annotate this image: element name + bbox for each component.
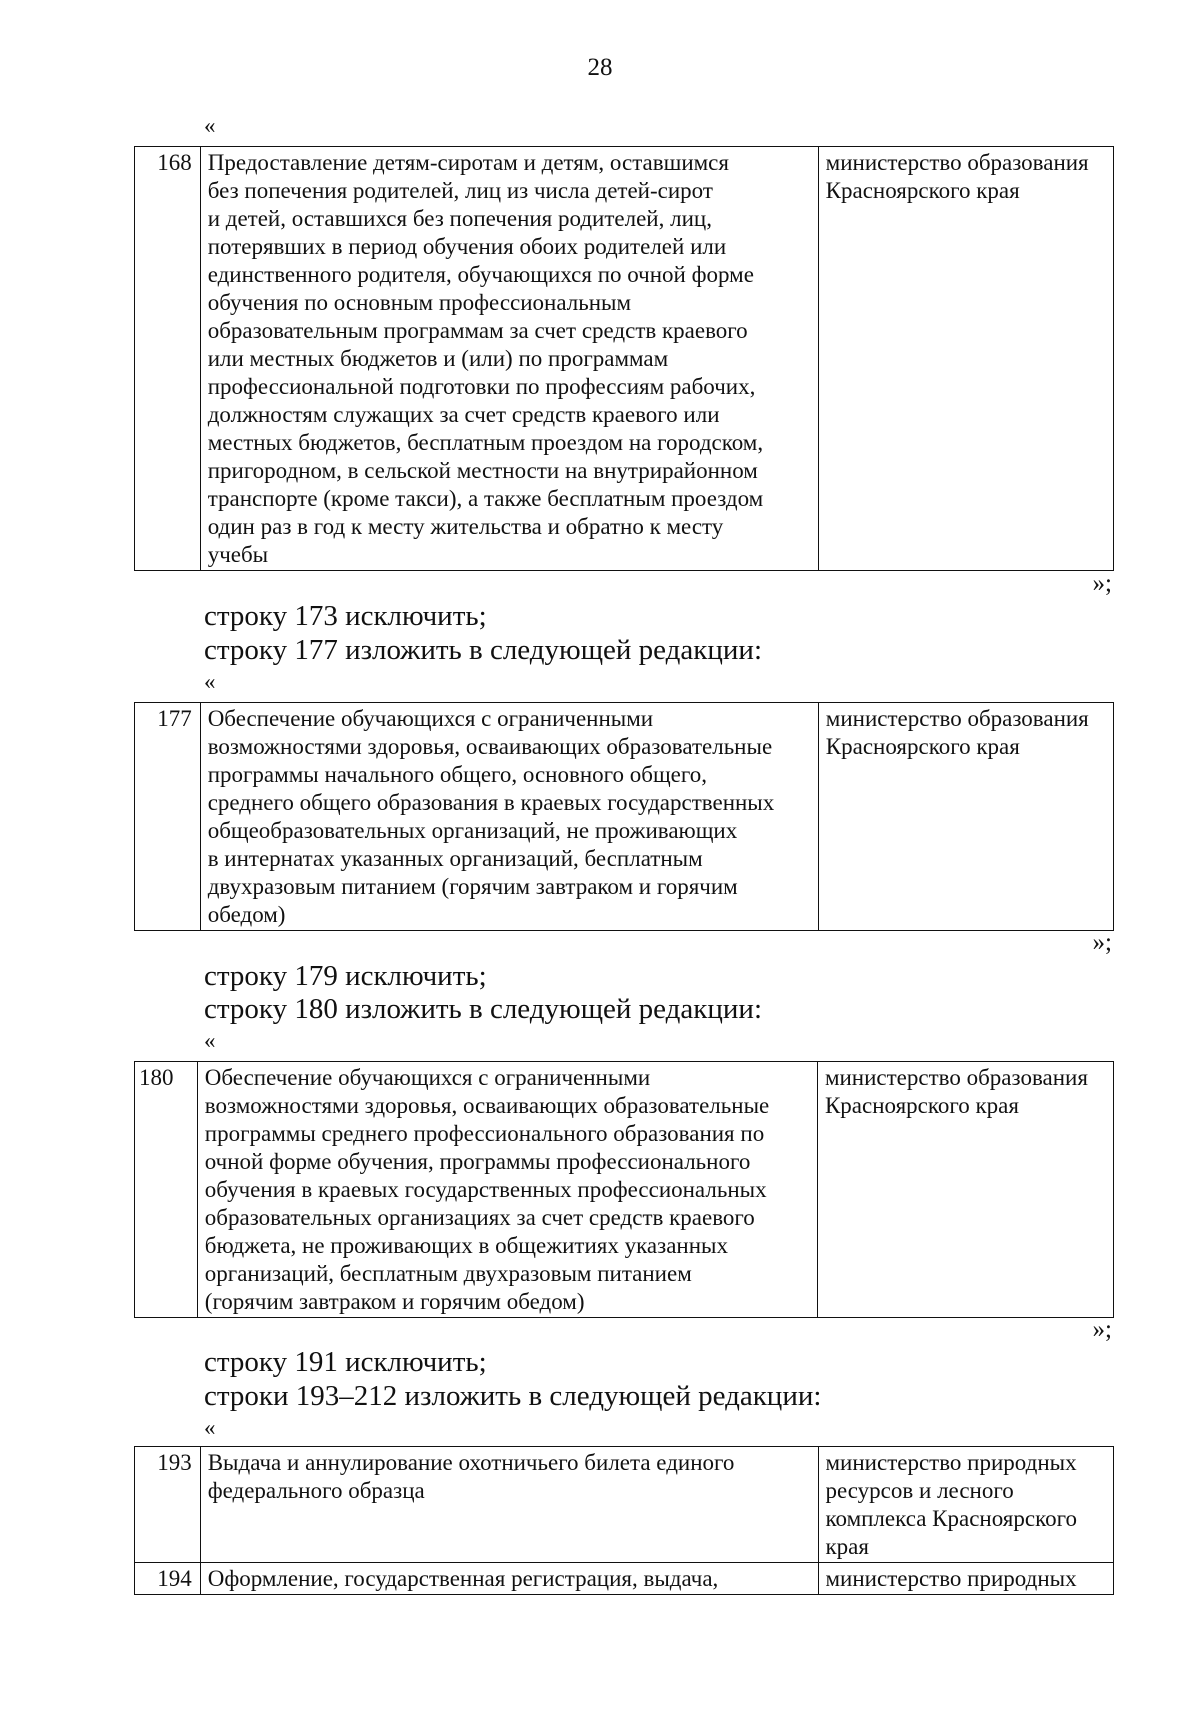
table-row-193 (135, 1447, 1114, 1563)
opening-quote: « (204, 1415, 216, 1440)
row-number: 180 (135, 1062, 198, 1318)
row-description: Предоставление детям-сиротам и детям, оставшимся без попечения родителей, лиц из числа детей-сирот и детей, оставшихся без попечения родителей, лиц, потерявших в период обучения обоих родителей или единственного родителя, обучающихся по очной форме обучения по основным профессиональным образовательным программам за счет средств краевого или местных бюджетов и (или) по программам профессиональной подготовки по профессиям рабочих, должностям служащих за счет средств краевого или местных бюджетов, бесплатным проездом на городском, пригородном, в сельской местности на внутрирайонном транспорте (кроме такси), а также бесплатным проездом один раз в год к месту жительства и обратно к месту учебы (200, 147, 818, 571)
table-row-180 (134, 1061, 1114, 1318)
row-number: 194 (135, 1563, 201, 1595)
row-number: 168 (135, 147, 201, 571)
row-description: Обеспечение обучающихся с ограниченными возможностями здоровья, осваивающих образовательные программы начального общего, основного общего, среднего общего образования в краевых государственных общеобразовательных организаций, не проживающих в интернатах указанных организаций, бесплатным двухразовым питанием (горячим завтраком и горячим обедом) (200, 703, 818, 931)
instruction-exclude-173: строку 173 исключить; (204, 600, 487, 632)
row-number: 177 (135, 703, 201, 931)
row-organization: министерство образования Красноярского края (818, 147, 1113, 571)
table-row-177 (134, 702, 1114, 931)
row-description: Выдача и аннулирование охотничьего билета единого федерального образца (200, 1447, 818, 1563)
instruction-exclude-191: строку 191 исключить; (204, 1346, 487, 1378)
opening-quote: « (204, 669, 216, 694)
table-row-194 (135, 1563, 1114, 1595)
instruction-edit-177: строку 177 изложить в следующей редакции: (204, 634, 762, 666)
table-row-168 (134, 146, 1114, 571)
opening-quote: « (204, 113, 216, 138)
closing-quote: »; (1092, 929, 1112, 956)
closing-quote: »; (1092, 1316, 1112, 1343)
opening-quote: « (204, 1028, 216, 1053)
instruction-exclude-179: строку 179 исключить; (204, 960, 487, 992)
instruction-edit-180: строку 180 изложить в следующей редакции: (204, 993, 762, 1025)
row-description: Оформление, государственная регистрация, выдача, (200, 1563, 818, 1595)
row-description: Обеспечение обучающихся с ограниченными возможностями здоровья, осваивающих образовательные программы среднего профессионального образования по очной форме обучения, программы профессионального обучения в краевых государственных профессиональных образовательных организациях за счет средств краевого бюджета, не проживающих в общежитиях указанных организаций, бесплатным двухразовым питанием (горячим завтраком и горячим обедом) (197, 1062, 817, 1318)
closing-quote: »; (1092, 570, 1112, 597)
row-organization: министерство природных (818, 1563, 1114, 1595)
instruction-edit-193-212: строки 193–212 изложить в следующей редакции: (204, 1380, 822, 1412)
table-rows-193-194 (134, 1446, 1114, 1595)
row-organization: министерство образования Красноярского края (817, 1062, 1113, 1318)
row-organization: министерство природных ресурсов и лесного комплекса Красноярского края (818, 1447, 1114, 1563)
page-number: 28 (587, 54, 613, 81)
row-number: 193 (135, 1447, 201, 1563)
row-organization: министерство образования Красноярского края (818, 703, 1113, 931)
